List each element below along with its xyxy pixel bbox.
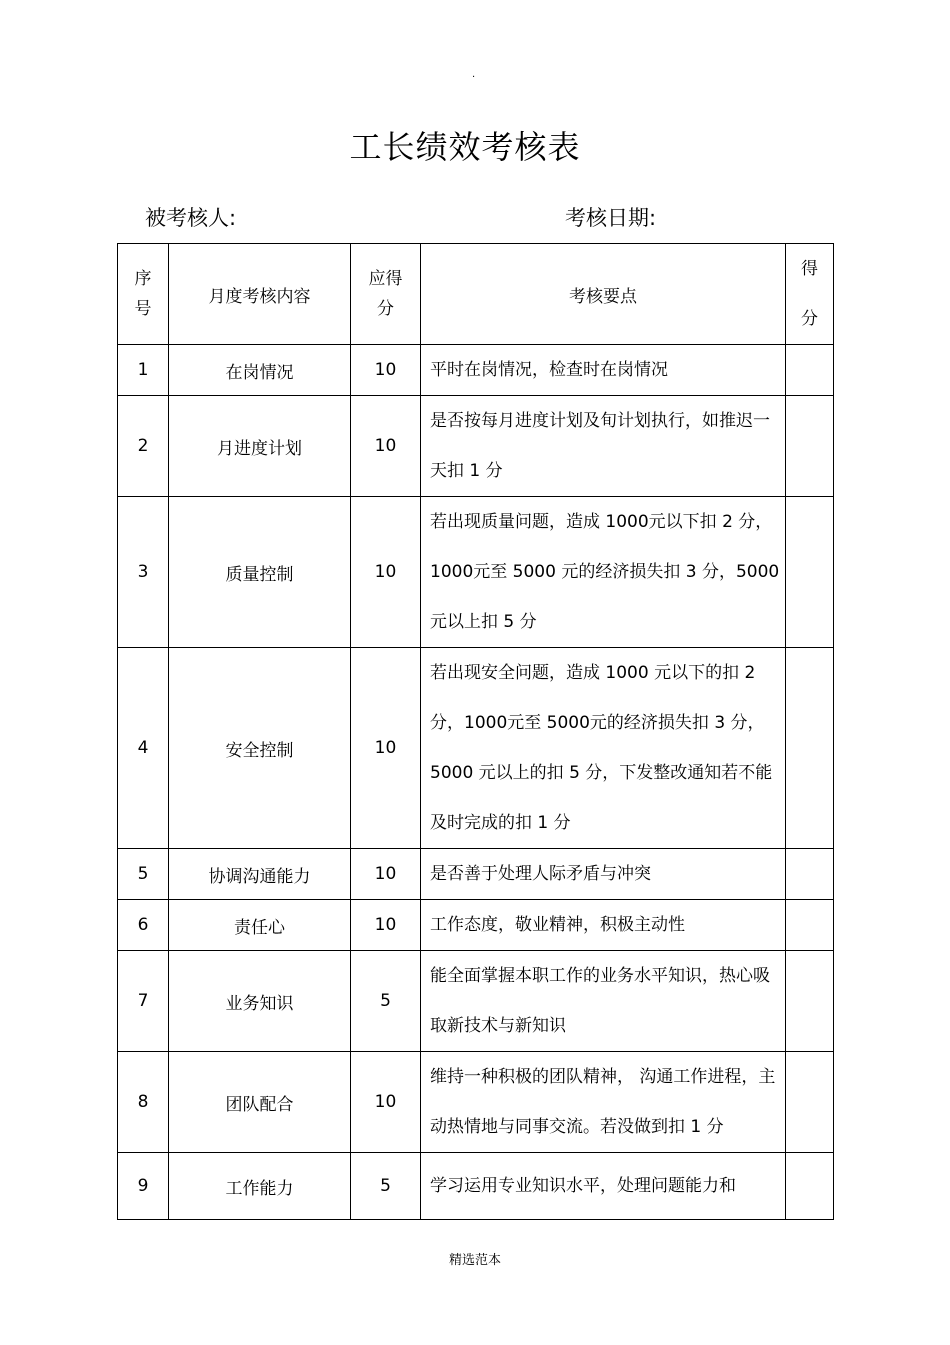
assessment-date-label: 考核日期: [565,206,657,230]
row-item: 在岗情况 [169,345,351,396]
row-max-score: 10 [351,345,421,396]
top-dot: · [472,72,476,83]
page-title: 工长绩效考核表 [349,128,581,166]
header-score-line1: 得 [801,259,818,279]
row-index: 1 [118,345,169,396]
row-index: 9 [118,1153,169,1220]
table-row [118,951,834,1052]
table-row [118,1052,834,1153]
row-score-cell[interactable] [786,1153,834,1220]
row-max-score: 10 [351,900,421,951]
header-points: 考核要点 [421,244,786,345]
row-max-score: 5 [351,951,421,1052]
row-item: 月进度计划 [169,396,351,497]
row-max-score: 5 [351,1153,421,1220]
row-index: 3 [118,497,169,648]
row-points: 是否按每月进度计划及旬计划执行，如推迟一天扣 1 分 [421,396,786,497]
header-max-line1: 应得 [368,269,403,289]
row-points: 工作态度，敬业精神，积极主动性 [421,900,786,951]
row-score-cell[interactable] [786,648,834,849]
row-max-score: 10 [351,1052,421,1153]
row-index: 4 [118,648,169,849]
row-item: 安全控制 [169,648,351,849]
header-index [118,244,169,345]
row-points: 学习运用专业知识水平，处理问题能力和 [421,1153,786,1220]
row-points: 维持一种积极的团队精神， 沟通工作进程，主动热情地与同事交流。若没做到扣 1 分 [421,1052,786,1153]
row-score-cell[interactable] [786,900,834,951]
page-footer: 精选范本 [448,1253,501,1268]
row-points: 是否善于处理人际矛盾与冲突 [421,849,786,900]
row-item: 责任心 [169,900,351,951]
header-index-line2: 号 [134,299,152,319]
assessment-table [117,243,834,1220]
row-item: 业务知识 [169,951,351,1052]
row-max-score: 10 [351,849,421,900]
table-row [118,345,834,396]
table-row [118,648,834,849]
row-index: 7 [118,951,169,1052]
row-item: 团队配合 [169,1052,351,1153]
header-max-score [351,244,421,345]
row-index: 6 [118,900,169,951]
row-score-cell[interactable] [786,396,834,497]
row-score-cell[interactable] [786,1052,834,1153]
table-row [118,849,834,900]
row-points: 平时在岗情况，检查时在岗情况 [421,345,786,396]
header-max-line2: 分 [377,299,394,319]
row-max-score: 10 [351,497,421,648]
row-score-cell[interactable] [786,951,834,1052]
row-item: 协调沟通能力 [169,849,351,900]
table-row [118,1153,834,1220]
table-row [118,497,834,648]
header-score [786,244,834,345]
row-index: 5 [118,849,169,900]
row-score-cell[interactable] [786,345,834,396]
row-score-cell[interactable] [786,849,834,900]
row-max-score: 10 [351,396,421,497]
row-score-cell[interactable] [786,497,834,648]
header-score-line2: 分 [801,309,818,329]
row-item: 质量控制 [169,497,351,648]
header-index-line1: 序 [134,269,152,289]
table-row [118,396,834,497]
row-index: 2 [118,396,169,497]
row-points: 若出现安全问题，造成 1000 元以下的扣 2 分，1000元至 5000元的经济损失扣 3 分，5000 元以上的扣 5 分，下发整改通知若不能及时完成的扣 1 分 [421,648,786,849]
row-points: 能全面掌握本职工作的业务水平知识，热心吸取新技术与新知识 [421,951,786,1052]
table-header-row [118,244,834,345]
row-points: 若出现质量问题，造成 1000元以下扣 2 分，1000元至 5000 元的经济损失扣 3 分，5000 元以上扣 5 分 [421,497,786,648]
header-content: 月度考核内容 [169,244,351,345]
row-max-score: 10 [351,648,421,849]
row-index: 8 [118,1052,169,1153]
table-row [118,900,834,951]
row-item: 工作能力 [169,1153,351,1220]
assessee-label: 被考核人: [145,206,237,230]
